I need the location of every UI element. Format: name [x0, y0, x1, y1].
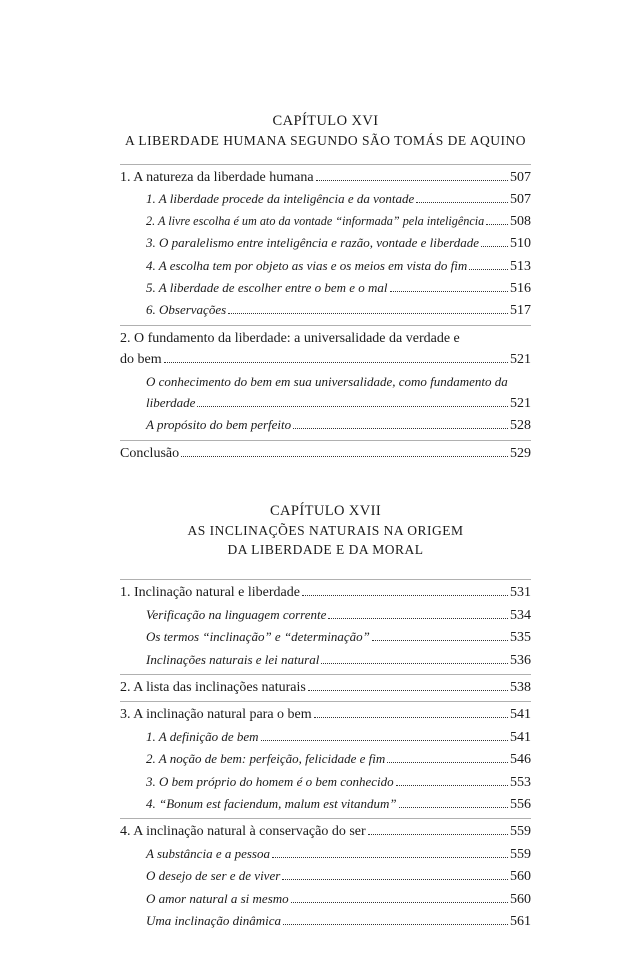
chapter-16-toc [120, 164, 531, 464]
toc-subentry [120, 299, 531, 321]
dot-leader [321, 663, 508, 664]
toc-subentry [120, 414, 531, 436]
toc-entry-title: 1. A liberdade procede da inteligência e da vontade [146, 191, 415, 207]
toc-entry-title: 4. “Bonum est faciendum, malum est vitandum” [146, 795, 397, 811]
dot-leader [416, 202, 508, 203]
dot-leader [486, 224, 508, 225]
toc-entry-title: 6. Observações [146, 302, 227, 318]
dot-leader [469, 269, 508, 270]
dot-leader [368, 834, 508, 835]
toc-page-number: 561 [510, 913, 531, 929]
toc-page-number: 559 [510, 824, 531, 840]
toc-entry-title: Os termos “inclinação” e “determinação” [146, 629, 370, 645]
toc-page-number: 560 [510, 891, 531, 907]
toc-page-number: 531 [510, 585, 531, 601]
dot-leader [481, 246, 508, 247]
chapter-title: A LIBERDADE HUMANA SEGUNDO SÃO TOMÁS DE AQUINO [125, 133, 526, 148]
dot-leader [314, 717, 508, 718]
toc-page-number: 559 [510, 846, 531, 862]
section-divider [120, 674, 531, 675]
toc-subentry [120, 277, 531, 299]
chapter-number: CAPÍTULO XVI [272, 113, 379, 129]
toc-page-number: 538 [510, 679, 531, 695]
toc-entry [120, 167, 531, 188]
toc-entry-title: 2. A noção de bem: perfeição, felicidade e fim [146, 751, 386, 767]
toc-subentry [120, 843, 531, 865]
dot-leader [291, 902, 508, 903]
section-divider [120, 579, 531, 580]
toc-entry [120, 443, 531, 464]
dot-leader [164, 362, 508, 363]
toc-entry-title-cont: do bem [120, 352, 162, 368]
toc-entry-title: 3. O bem próprio do homem é o bem conhecido [146, 773, 394, 789]
toc-subentry [120, 649, 531, 671]
toc-subentry [120, 910, 531, 932]
toc-page-number: 529 [510, 445, 531, 461]
toc-entry-title: 3. A inclinação natural para o bem [120, 707, 312, 723]
dot-leader [181, 456, 508, 457]
dot-leader [316, 180, 508, 181]
toc-entry-title: Verificação na linguagem corrente [146, 606, 327, 622]
toc-entry-title: A substância e a pessoa [146, 845, 270, 861]
toc-subentry [120, 888, 531, 910]
toc-page-number: 556 [510, 796, 531, 812]
toc-entry-title: Conclusão [120, 445, 180, 461]
dot-leader [328, 618, 508, 619]
toc-entry-title: 1. Inclinação natural e liberdade [120, 585, 300, 601]
dot-leader [228, 313, 508, 314]
toc-page-number: 541 [510, 729, 531, 745]
section-divider [120, 164, 531, 165]
chapter-17-heading [120, 502, 531, 559]
toc-subentry [120, 865, 531, 887]
chapter-number: CAPÍTULO XVII [269, 503, 382, 520]
toc-page-number: 535 [510, 630, 531, 646]
dot-leader [272, 857, 508, 858]
toc-page-number: 507 [510, 170, 531, 185]
toc-page-number: 560 [510, 869, 531, 885]
section-divider [120, 325, 531, 326]
dot-leader [283, 924, 508, 925]
toc-entry-title: 4. A inclinação natural à conservação do ser [120, 824, 366, 840]
toc-page-number: 517 [510, 303, 531, 319]
chapter-17-toc [120, 579, 531, 932]
toc-entry [120, 677, 531, 698]
toc-entry-title: 2. O fundamento da liberdade: a universalidade da verdade e [120, 330, 460, 346]
toc-subentry [120, 604, 531, 626]
toc-subentry [120, 255, 531, 277]
dot-leader [399, 807, 508, 808]
toc-subentry [120, 188, 531, 210]
section-divider [120, 818, 531, 819]
toc-entry-title-cont: liberdade [146, 395, 196, 411]
toc-entry-title: 3. O paralelismo entre inteligência e razão, vontade e liberdade [146, 235, 479, 251]
dot-leader [390, 291, 508, 292]
toc-entry [120, 821, 531, 842]
toc-subentry [120, 371, 531, 415]
toc-page-number: 513 [510, 258, 531, 274]
dot-leader [396, 785, 508, 786]
toc-entry-title: O conhecimento do bem em sua universalidade, como fundamento da [146, 373, 508, 389]
dot-leader [197, 406, 508, 407]
toc-entry-title: 2. A lista das inclinações naturais [120, 679, 306, 695]
dot-leader [302, 595, 508, 596]
chapter-title-line-2: DA LIBERDADE E DA MORAL [227, 542, 424, 558]
dot-leader [282, 879, 508, 880]
dot-leader [372, 640, 508, 641]
dot-leader [308, 690, 508, 691]
dot-leader [293, 428, 508, 429]
toc-entry-title: 2. A livre escolha é um ato da vontade “informada” pela inteligência [146, 213, 485, 228]
toc-subentry [120, 232, 531, 254]
toc-subentry [120, 748, 531, 770]
section-divider [120, 440, 531, 441]
toc-page-number: 516 [510, 281, 531, 297]
chapter-16-heading [120, 112, 531, 150]
toc-entry-title: A propósito do bem perfeito [146, 417, 292, 433]
toc-page-number: 507 [510, 192, 531, 208]
toc-page-number: 521 [510, 396, 531, 412]
book-page [120, 112, 531, 932]
toc-page-number: 528 [510, 418, 531, 434]
toc-entry-title: O amor natural a si mesmo [146, 890, 289, 906]
section-divider [120, 701, 531, 702]
toc-entry-title: 1. A definição de bem [146, 728, 259, 744]
toc-entry-title: 5. A liberdade de escolher entre o bem e o mal [146, 280, 388, 296]
toc-entry-title: Uma inclinação dinâmica [146, 912, 282, 928]
toc-entry [120, 582, 531, 603]
toc-entry [120, 328, 531, 371]
toc-page-number: 510 [510, 236, 531, 252]
toc-page-number: 541 [510, 707, 531, 723]
toc-entry-title: 1. A natureza da liberdade humana [120, 170, 314, 185]
toc-subentry [120, 771, 531, 793]
toc-subentry [120, 211, 531, 232]
toc-entry-title: 4. A escolha tem por objeto as vias e os meios em vista do fim [146, 257, 468, 273]
toc-page-number: 534 [510, 607, 531, 623]
toc-entry [120, 704, 531, 725]
chapter-title-line-1: AS INCLINAÇÕES NATURAIS NA ORIGEM [187, 523, 464, 539]
toc-entry-title: O desejo de ser e de viver [146, 868, 281, 884]
toc-page-number: 546 [510, 752, 531, 768]
toc-subentry [120, 793, 531, 815]
toc-page-number: 553 [510, 774, 531, 790]
toc-page-number: 536 [510, 652, 531, 668]
toc-page-number: 521 [510, 352, 531, 368]
toc-page-number: 508 [510, 213, 531, 229]
toc-subentry [120, 726, 531, 748]
dot-leader [261, 740, 508, 741]
toc-subentry [120, 626, 531, 648]
dot-leader [387, 762, 508, 763]
toc-entry-title: Inclinações naturais e lei natural [146, 651, 320, 667]
